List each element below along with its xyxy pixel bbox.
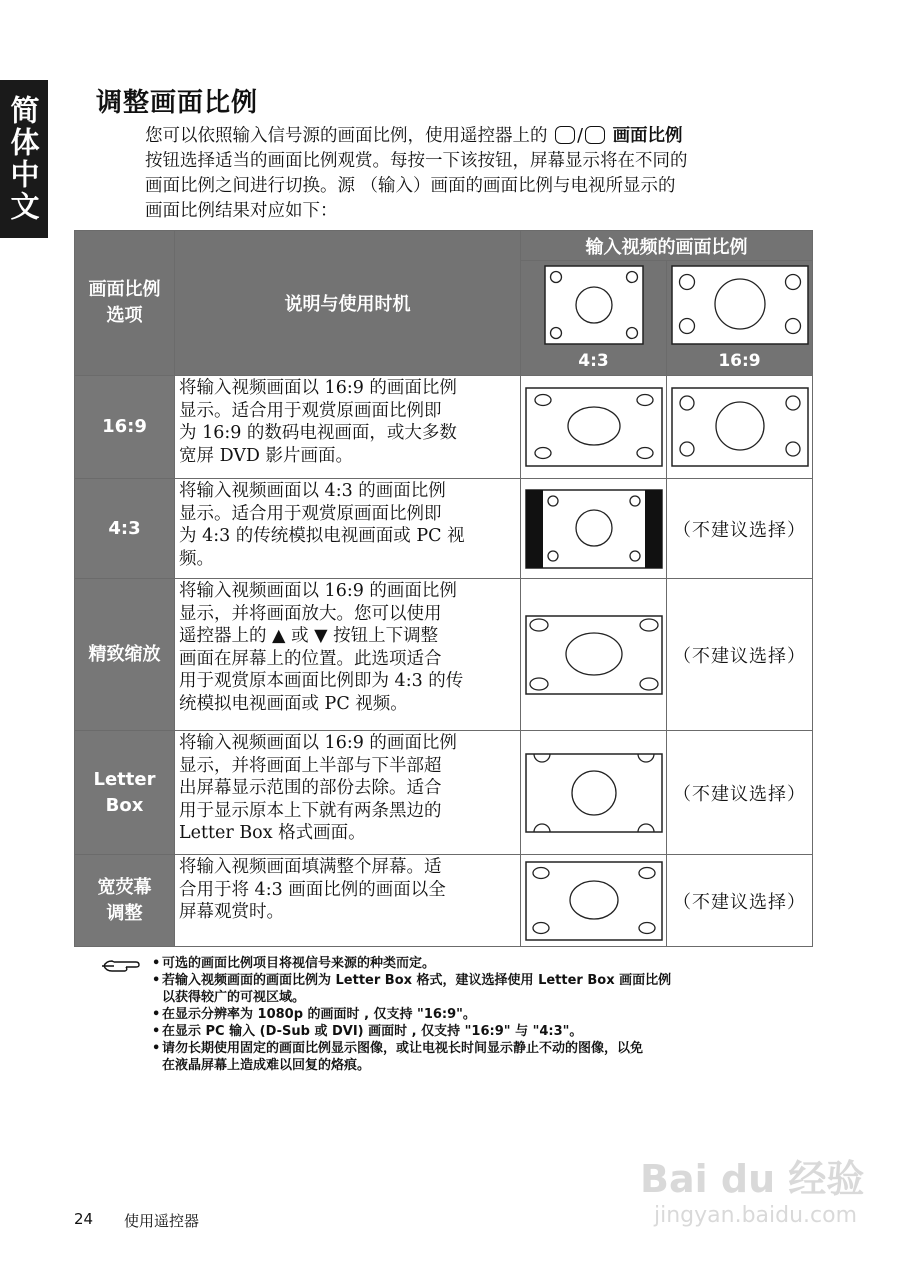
option-cell: 16:9 (75, 376, 175, 479)
language-side-tab-label: 简体中文 (6, 95, 41, 223)
table-row (75, 376, 813, 479)
intro-line-4: 画面比例结果对应如下： (145, 201, 338, 221)
description-cell: 将输入视频画面以 16:9 的画面比例 显示，并将画面放大。您可以使用 遥控器上的 ▲ 或 ▼ 按钮上下调整 画面在屏幕上的位置。此选项适合 用于观赏原本画面比例即为 4:3 的传 统模拟电视画面或 PC 视频。 (175, 579, 521, 731)
notes-section (100, 955, 820, 1074)
intro-line-3: 画面比例之间进行切换。源 （输入）画面的画面比例与电视所显示的 (145, 176, 676, 196)
result-illustration (525, 387, 663, 467)
input-169-illustration (671, 265, 809, 345)
result-43-cell (521, 479, 667, 579)
header-option: 画面比例选项 (75, 231, 175, 376)
header-description: 说明与使用时机 (175, 231, 521, 376)
page-title: 调整画面比例 (96, 88, 259, 118)
table-row (75, 579, 813, 731)
option-cell: 精致缩放 (75, 579, 175, 731)
table-row (75, 855, 813, 947)
description-cell: 将输入视频画面以 4:3 的画面比例 显示。适合用于观赏原画面比例即 为 4:3 的传统模拟电视画面或 PC 视 频。 (175, 479, 521, 579)
header-input-group: 输入视频的画面比例 (521, 231, 813, 261)
description-cell: 将输入视频画面填满整个屏幕。适 合用于将 4:3 画面比例的画面以全 屏幕观赏时。 (175, 855, 521, 947)
result-illustration (671, 387, 809, 467)
result-illustration (525, 753, 663, 833)
table-row (75, 731, 813, 855)
input-43-illustration (544, 265, 644, 345)
option-cell: 宽荧幕调整 (75, 855, 175, 947)
header-input-43 (521, 261, 667, 376)
input-169-label: 16:9 (718, 351, 761, 371)
option-cell: 4:3 (75, 479, 175, 579)
note-item: • 可选的画面比例项目将视信号来源的种类而定。 (152, 955, 820, 972)
language-side-tab (0, 80, 48, 238)
note-item: • 在显示 PC 输入 (D-Sub 或 DVI) 画面时 , 仅支持 "16:9" 与 "4:3"。 (152, 1023, 820, 1040)
note-item: • 若输入视频画面的画面比例为 Letter Box 格式，建议选择使用 Letter Box 画面比例 以获得较广的可视区域。 (152, 972, 820, 1006)
description-cell: 将输入视频画面以 16:9 的画面比例 显示。适合用于观赏原画面比例即 为 16:9 的数码电视画面，或大多数 宽屏 DVD 影片画面。 (175, 376, 521, 479)
intro-line-2: 按钮选择适当的画面比例观赏。每按一下该按钮，屏幕显示将在不同的 (145, 151, 688, 171)
note-item: • 请勿长期使用固定的画面比例显示图像，或让电视长时间显示静止不动的图像，以免 在液晶屏幕上造成难以回复的烙痕。 (152, 1040, 820, 1074)
not-recommended-cell: （不建议选择） (667, 479, 813, 579)
notes-list (100, 955, 820, 1074)
section-name: 使用遥控器 (124, 1212, 200, 1230)
result-43-cell (521, 579, 667, 731)
result-169-cell (667, 376, 813, 479)
not-recommended-cell: （不建议选择） (667, 579, 813, 731)
not-recommended-cell: （不建议选择） (667, 855, 813, 947)
result-43-cell (521, 731, 667, 855)
intro-line-1: 您可以依照输入信号源的画面比例，使用遥控器上的 / 画面比例 (145, 126, 683, 146)
aspect-ratio-table (74, 230, 813, 947)
menu-button-icon (585, 126, 605, 144)
watermark (640, 1148, 864, 1228)
result-illustration (525, 489, 663, 569)
not-recommended-cell: （不建议选择） (667, 731, 813, 855)
description-cell: 将输入视频画面以 16:9 的画面比例 显示，并将画面上半部与下半部超 出屏幕显示范围的部份去除。适合 用于显示原本上下就有两条黑边的 Letter Box 格式画面。 (175, 731, 521, 855)
result-illustration (525, 615, 663, 695)
result-illustration (525, 861, 663, 941)
result-43-cell (521, 855, 667, 947)
result-43-cell (521, 376, 667, 479)
arrows-button-icon (555, 126, 575, 144)
table-row (75, 479, 813, 579)
aspect-button-name: 画面比例 (612, 126, 683, 146)
option-cell: Letter Box (75, 731, 175, 855)
header-input-169 (667, 261, 813, 376)
input-43-label: 4:3 (578, 351, 609, 371)
note-item: • 在显示分辨率为 1080p 的画面时 , 仅支持 "16:9"。 (152, 1006, 820, 1023)
watermark-brand: Bai du 经验 (640, 1157, 865, 1201)
page-number: 24 (74, 1210, 94, 1228)
pointing-hand-icon (100, 957, 140, 975)
intro-paragraph (145, 124, 810, 224)
watermark-url: jingyan.baidu.com (654, 1203, 858, 1228)
